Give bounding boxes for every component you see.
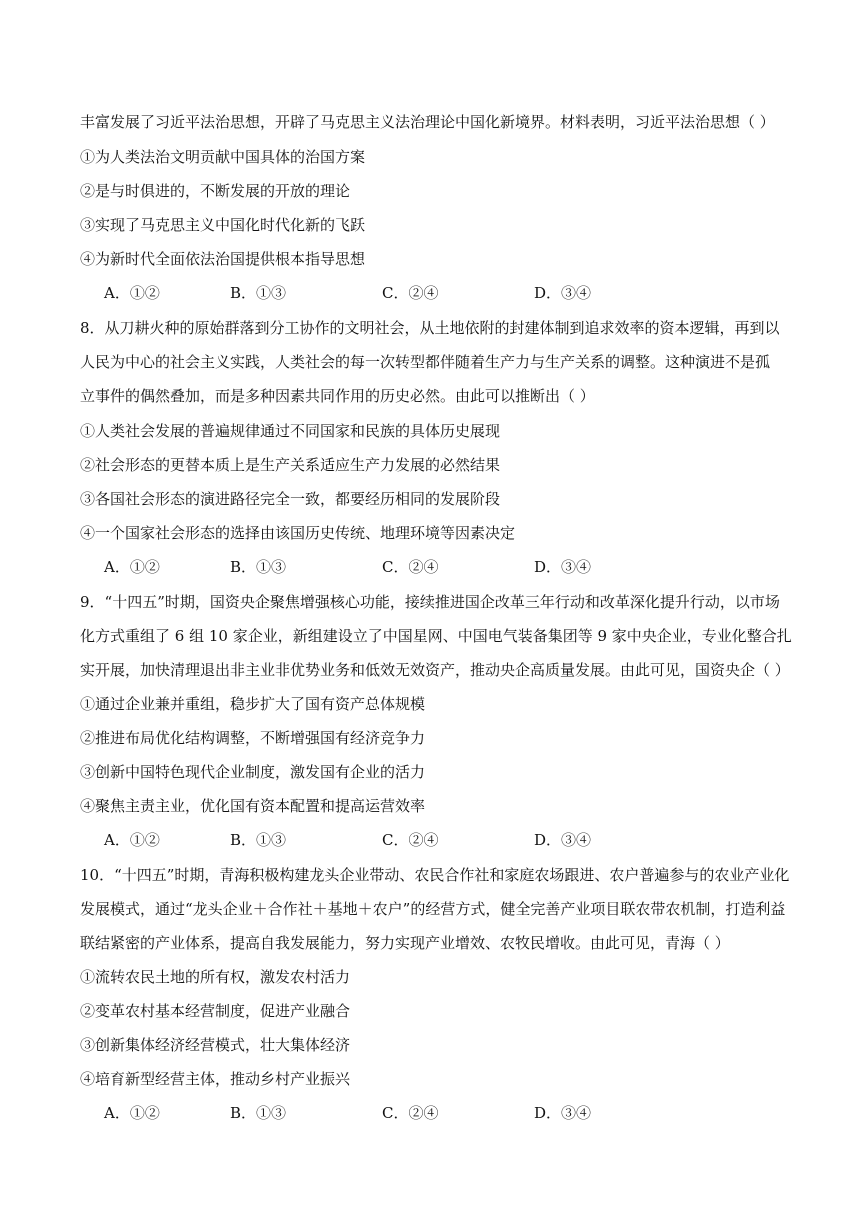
q8-option-c: C．②④ bbox=[382, 558, 439, 576]
q7-stem-line: 丰富发展了习近平法治思想，开辟了马克思主义法治理论中国化新境界。材料表明，习近平法治思想（ ） bbox=[80, 113, 775, 131]
q8-statement-2: ②社会形态的更替本质上是生产关系适应生产力发展的必然结果 bbox=[80, 456, 501, 474]
q8-option-a: A．①② bbox=[104, 558, 160, 576]
q10-option-a: A．①② bbox=[104, 1104, 160, 1122]
q9-options bbox=[104, 830, 664, 850]
q8-stem-line-1: 8．从刀耕火种的原始群落到分工协作的文明社会，从土地依附的封建体制到追求效率的资本逻辑，再到以 bbox=[80, 319, 780, 337]
q9-statement-2: ②推进布局优化结构调整，不断增强国有经济竞争力 bbox=[80, 729, 426, 747]
q8-options bbox=[104, 557, 664, 577]
q9-statement-1: ①通过企业兼并重组，稳步扩大了国有资产总体规模 bbox=[80, 695, 426, 713]
q7-statement-3: ③实现了马克思主义中国化时代化新的飞跃 bbox=[80, 216, 366, 234]
q8-statement-1: ①人类社会发展的普遍规律通过不同国家和民族的具体历史展现 bbox=[80, 422, 501, 440]
q10-option-d: D．③④ bbox=[534, 1104, 592, 1122]
q7-statement-2: ②是与时俱进的，不断发展的开放的理论 bbox=[80, 182, 351, 200]
q7-statement-4: ④为新时代全面依法治国提供根本指导思想 bbox=[80, 250, 366, 268]
q7-options bbox=[104, 283, 664, 303]
q10-stem-line-3: 联结紧密的产业体系，提高自我发展能力，努力实现产业增效、农牧民增收。由此可见，青海（ ） bbox=[80, 934, 730, 952]
q9-stem-line-2: 化方式重组了 6 组 10 家企业，新组建设立了中国星网、中国电气装备集团等 9 家中央企业，专业化整合扎 bbox=[80, 627, 792, 645]
q9-statement-3: ③创新中国特色现代企业制度，激发国有企业的活力 bbox=[80, 763, 426, 781]
q10-option-c: C．②④ bbox=[382, 1104, 439, 1122]
q9-option-d: D．③④ bbox=[534, 831, 592, 849]
q7-option-d: D．③④ bbox=[534, 284, 592, 302]
q10-statement-3: ③创新集体经济经营模式，壮大集体经济 bbox=[80, 1036, 351, 1054]
q8-stem-line-3: 立事件的偶然叠加，而是多种因素共同作用的历史必然。由此可以推断出（ ） bbox=[80, 387, 595, 405]
q9-option-c: C．②④ bbox=[382, 831, 439, 849]
q10-statement-2: ②变革农村基本经营制度，促进产业融合 bbox=[80, 1002, 351, 1020]
q7-option-b: B．①③ bbox=[230, 284, 287, 302]
q9-stem-line-3: 实开展，加快清理退出非主业非优势业务和低效无效资产，推动央企高质量发展。由此可见，国资央企（ ） bbox=[80, 661, 790, 679]
q10-option-b: B．①③ bbox=[230, 1104, 287, 1122]
q10-stem-line-1: 10．“十四五”时期，青海积极构建龙头企业带动、农民合作社和家庭农场跟进、农户普遍参与的农业产业化 bbox=[80, 866, 790, 884]
q7-statement-1: ①为人类法治文明贡献中国具体的治国方案 bbox=[80, 148, 366, 166]
q7-option-a: A．①② bbox=[104, 284, 160, 302]
q9-option-a: A．①② bbox=[104, 831, 160, 849]
q9-stem-line-1: 9．“十四五”时期，国资央企聚焦增强核心功能，接续推进国企改革三年行动和改革深化提升行动，以市场 bbox=[80, 593, 780, 611]
q8-statement-4: ④一个国家社会形态的选择由该国历史传统、地理环境等因素决定 bbox=[80, 524, 516, 542]
q10-statement-1: ①流转农民土地的所有权，激发农村活力 bbox=[80, 968, 351, 986]
q10-options bbox=[104, 1103, 664, 1123]
q8-option-d: D．③④ bbox=[534, 558, 592, 576]
q8-stem-line-2: 人民为中心的社会主义实践，人类社会的每一次转型都伴随着生产力与生产关系的调整。这种演进不是孤 bbox=[80, 353, 771, 371]
q10-statement-4: ④培育新型经营主体，推动乡村产业振兴 bbox=[80, 1070, 351, 1088]
q9-option-b: B．①③ bbox=[230, 831, 287, 849]
q9-statement-4: ④聚焦主责主业，优化国有资本配置和提高运营效率 bbox=[80, 797, 426, 815]
q7-option-c: C．②④ bbox=[382, 284, 439, 302]
q8-statement-3: ③各国社会形态的演进路径完全一致，都要经历相同的发展阶段 bbox=[80, 490, 501, 508]
q8-option-b: B．①③ bbox=[230, 558, 287, 576]
q10-stem-line-2: 发展模式，通过“龙头企业＋合作社＋基地＋农户”的经营方式，健全完善产业项目联农带农机制，打造利益 bbox=[80, 900, 786, 918]
